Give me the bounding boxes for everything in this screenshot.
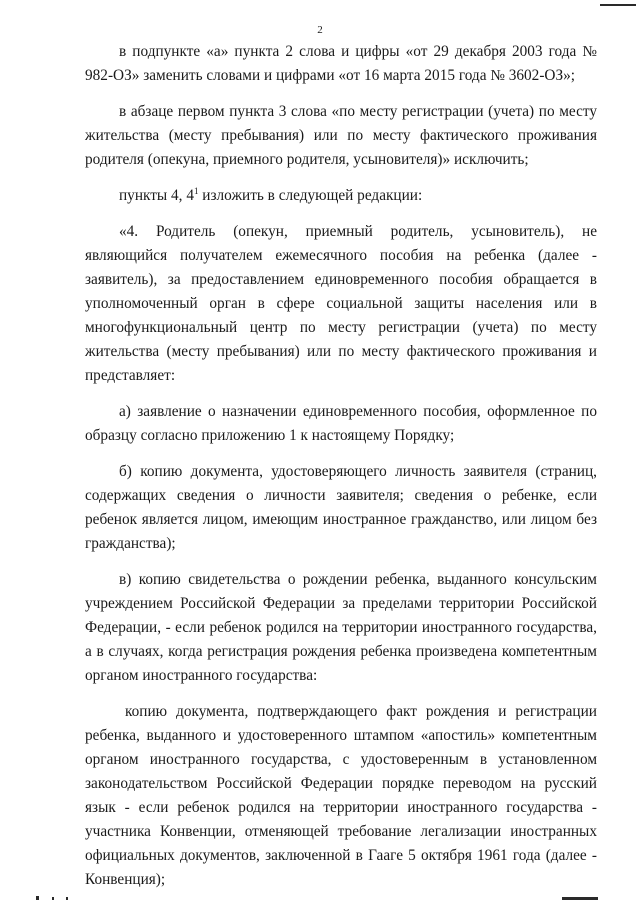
scan-mark-bottom-left: [36, 896, 39, 900]
paragraph-item-a: а) заявление о назначении единовременного пособия, оформленное по образцу согласно приложению 1 к настоящему Порядку;: [85, 403, 597, 444]
page-number: 2: [317, 24, 323, 36]
scan-mark-bottom-left-3: [66, 897, 68, 900]
scan-mark-bottom-left-2: [52, 897, 54, 900]
paragraph-points-4-intro: [85, 184, 597, 208]
superscript-1: 1: [193, 185, 199, 196]
scan-mark-bottom-right: [562, 897, 598, 900]
paragraph-amendment-subpoint-a: в подпункте «а» пункта 2 слова и цифры «от 29 декабря 2003 года № 982-ОЗ» заменить словами и цифрами «от 16 марта 2015 года № 3602-ОЗ»;: [85, 43, 597, 84]
paragraph-point-4: «4. Родитель (опекун, приемный родитель, усыновитель), не являющийся получателем ежемесячного пособия на ребенка (далее - заявитель), за предоставлением единовременного пособия обращается в уполномоченный орган в сфере социальной защиты населения или в многофункциональный центр по месту регистрации (учета) по месту жительства (месту пребывания) или по месту фактического проживания и представляет:: [85, 223, 597, 384]
points-4-text-rest: изложить в следующей редакции:: [198, 187, 423, 204]
points-4-text: пункты 4, 4: [119, 187, 194, 204]
paragraph-item-b: б) копию документа, удостоверяющего личность заявителя (страниц, содержащих сведения о личности заявителя; сведения о ребенке, если ребенок является лицом, имеющим иностранное гражданство, или лицом без гражданства);: [85, 463, 597, 552]
paragraph-item-v: в) копию свидетельства о рождении ребенка, выданного консульским учреждением Российской Федерации за пределами территории Российской Федерации, - если ребенок родился на территории иностранного государства, а в случаях, когда регистрация рождения ребенка произведена компетентным органом иностранного государства:: [85, 571, 597, 684]
scan-mark-top-right: [600, 4, 636, 6]
paragraph-item-v-apostille: копию документа, подтверждающего факт рождения и регистрации ребенка, выданного и удостоверенного штампом «апостиль» компетентным органом иностранного государства, с удостоверенным в установленном законодательством Российской Федерации порядке переводом на русский язык - если ребенок родился на территории иностранного государства - участника Конвенции, отменяющей требование легализации иностранных официальных документов, заключенной в Гааге 5 октября 1961 года (далее - Конвенция);: [85, 703, 597, 888]
paragraph-amendment-point-3: в абзаце первом пункта 3 слова «по месту регистрации (учета) по месту жительства (месту пребывания) или по месту фактического проживания родителя (опекуна, приемного родителя, усыновителя)» исключить;: [85, 103, 597, 168]
document-body: [85, 40, 597, 904]
